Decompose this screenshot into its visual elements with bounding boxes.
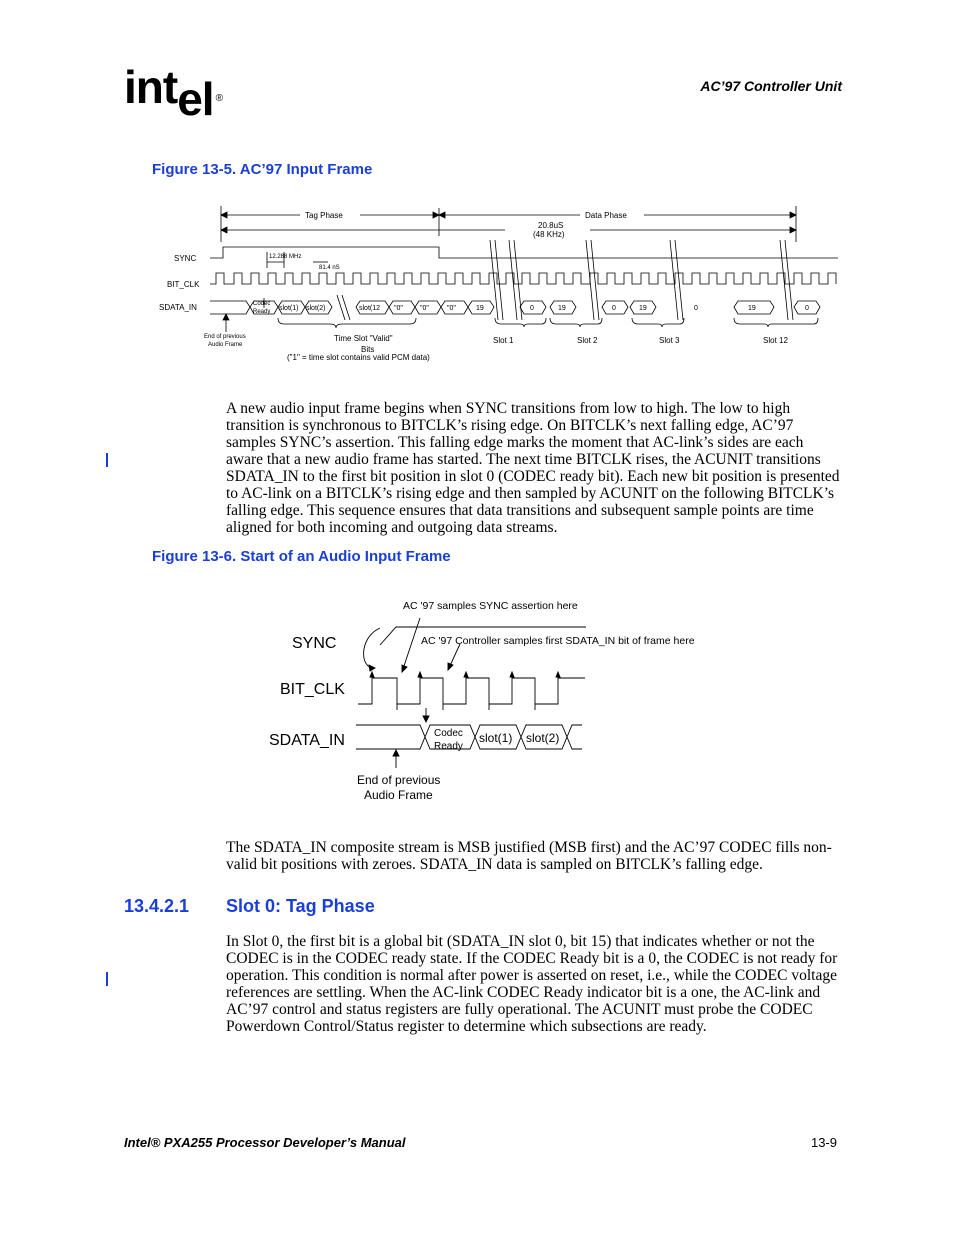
frequency-label: (48 KHz) xyxy=(533,230,565,239)
header-section-title: AC’97 Controller Unit xyxy=(700,78,842,94)
slot3-lsb: 0 xyxy=(694,305,698,312)
slot2-msb: 19 xyxy=(558,305,566,312)
section-title: Slot 0: Tag Phase xyxy=(226,896,375,916)
slot1-bit: slot(1) xyxy=(279,305,299,312)
sync-sample-note: AC '97 samples SYNC assertion here xyxy=(403,600,578,612)
zero-bit-2: "0" xyxy=(420,305,429,312)
end-prev-label-2: Audio Frame xyxy=(208,342,243,348)
time-slot-label-1: Time Slot "Valid" xyxy=(334,334,393,343)
paragraph-frame-start: A new audio input frame begins when SYNC transitions from low to high. The low to high transition is synchronous to BITCLK’s rising edge. On BITCLK’s next falling edge, AC’97 samples SYNC’s assertion. This falling edge marks the moment that AC-link’s sides are each aware that a new audio frame has started. The next time BITCLK rises, the ACUNIT transitions SDATA_IN to the first bit position in slot 0 (CODEC ready bit). Each new bit position is presented to AC-link on a BITCLK’s rising edge and then sampled by ACUNIT on the following BITCLK’s falling edge. This sequence ensures that data transitions and subsequent sample points are time aligned for both incoming and outgoing data streams. xyxy=(226,400,840,536)
ready-label: Ready xyxy=(253,309,271,315)
sync-label: SYNC xyxy=(174,254,197,263)
clk-period-label: 81.4 nS xyxy=(319,265,340,271)
slot1-msb: 19 xyxy=(476,305,484,312)
slot3-msb: 19 xyxy=(639,305,647,312)
slot-2-label: Slot 2 xyxy=(577,336,598,345)
figure-13-5-caption: Figure 13-5. AC’97 Input Frame xyxy=(152,161,373,178)
slot-3-label: Slot 3 xyxy=(659,336,680,345)
footer-manual-title: Intel® PXA255 Processor Developer’s Manual xyxy=(124,1135,406,1150)
slot1-label: slot(1) xyxy=(479,731,513,745)
clk-freq-label: 12.288 MHz xyxy=(269,254,302,260)
paragraph-sdata-composite: The SDATA_IN composite stream is MSB justified (MSB first) and the AC’97 CODEC fills non-valid bit positions with zeroes. SDATA_IN data is sampled on BITCLK’s falling edge. xyxy=(226,839,832,873)
bit-clk-label: BIT_CLK xyxy=(167,280,200,289)
zero-bit-1: "0" xyxy=(394,305,403,312)
slot-12-label: Slot 12 xyxy=(763,336,788,345)
paragraph-slot0: In Slot 0, the first bit is a global bit (SDATA_IN slot 0, bit 15) that indicates whether or not the CODEC is in the CODEC ready state. If the CODEC Ready bit is a 0, the CODEC is not ready for operation. This condition is normal after power is asserted on reset, i.e., while the CODEC voltage references are settling. When the AC-link CODEC Ready indicator bit is a one, the AC-link and AC’97 control and status registers are fully operational. The ACUNIT must probe the CODEC Powerdown Control/Status register to determine which subsections are ready. xyxy=(226,933,838,1035)
slot2-bit: slot(2) xyxy=(306,305,326,312)
zero-bit-3: "0" xyxy=(447,305,456,312)
end-prev-label-1: End of previous xyxy=(357,773,441,787)
slot1-lsb: 0 xyxy=(530,305,534,312)
controller-sample-note: AC '97 Controller samples first SDATA_IN bit of frame here xyxy=(421,635,695,647)
bit-clk-label: BIT_CLK xyxy=(280,681,345,698)
sdata-in-label: SDATA_IN xyxy=(159,303,197,312)
end-prev-label-2: Audio Frame xyxy=(364,788,433,802)
ac97-input-frame-diagram xyxy=(150,200,850,370)
slot-1-label: Slot 1 xyxy=(493,336,514,345)
slot12-bit: slot(12 xyxy=(359,305,381,312)
slot2-label: slot(2) xyxy=(526,731,560,745)
ready-label: Ready xyxy=(434,741,463,752)
intel-logo: intel ® xyxy=(124,61,222,125)
end-prev-label-1: End of previous xyxy=(204,334,246,340)
slot2-lsb: 0 xyxy=(612,305,616,312)
codec-label: Codec xyxy=(434,728,463,739)
data-phase-label: Data Phase xyxy=(585,211,627,220)
sdata-in-label: SDATA_IN xyxy=(269,732,345,749)
slot12-msb: 19 xyxy=(748,305,756,312)
change-bar xyxy=(106,453,108,467)
sync-label: SYNC xyxy=(292,635,337,652)
footer-page-number: 13-9 xyxy=(810,1135,837,1150)
audio-input-frame-start-diagram xyxy=(260,590,720,810)
figure-13-6-caption: Figure 13-6. Start of an Audio Input Frame xyxy=(152,548,451,565)
time-slot-label-2: Bits xyxy=(361,345,375,354)
change-bar xyxy=(106,972,108,986)
tag-phase-label: Tag Phase xyxy=(305,211,343,220)
period-label: 20.8uS xyxy=(538,221,564,230)
slot12-lsb: 0 xyxy=(805,305,809,312)
time-slot-note: ("1" = time slot contains valid PCM data) xyxy=(287,353,430,362)
codec-label: Codec xyxy=(253,301,271,307)
section-number: 13.4.2.1 xyxy=(124,896,190,916)
